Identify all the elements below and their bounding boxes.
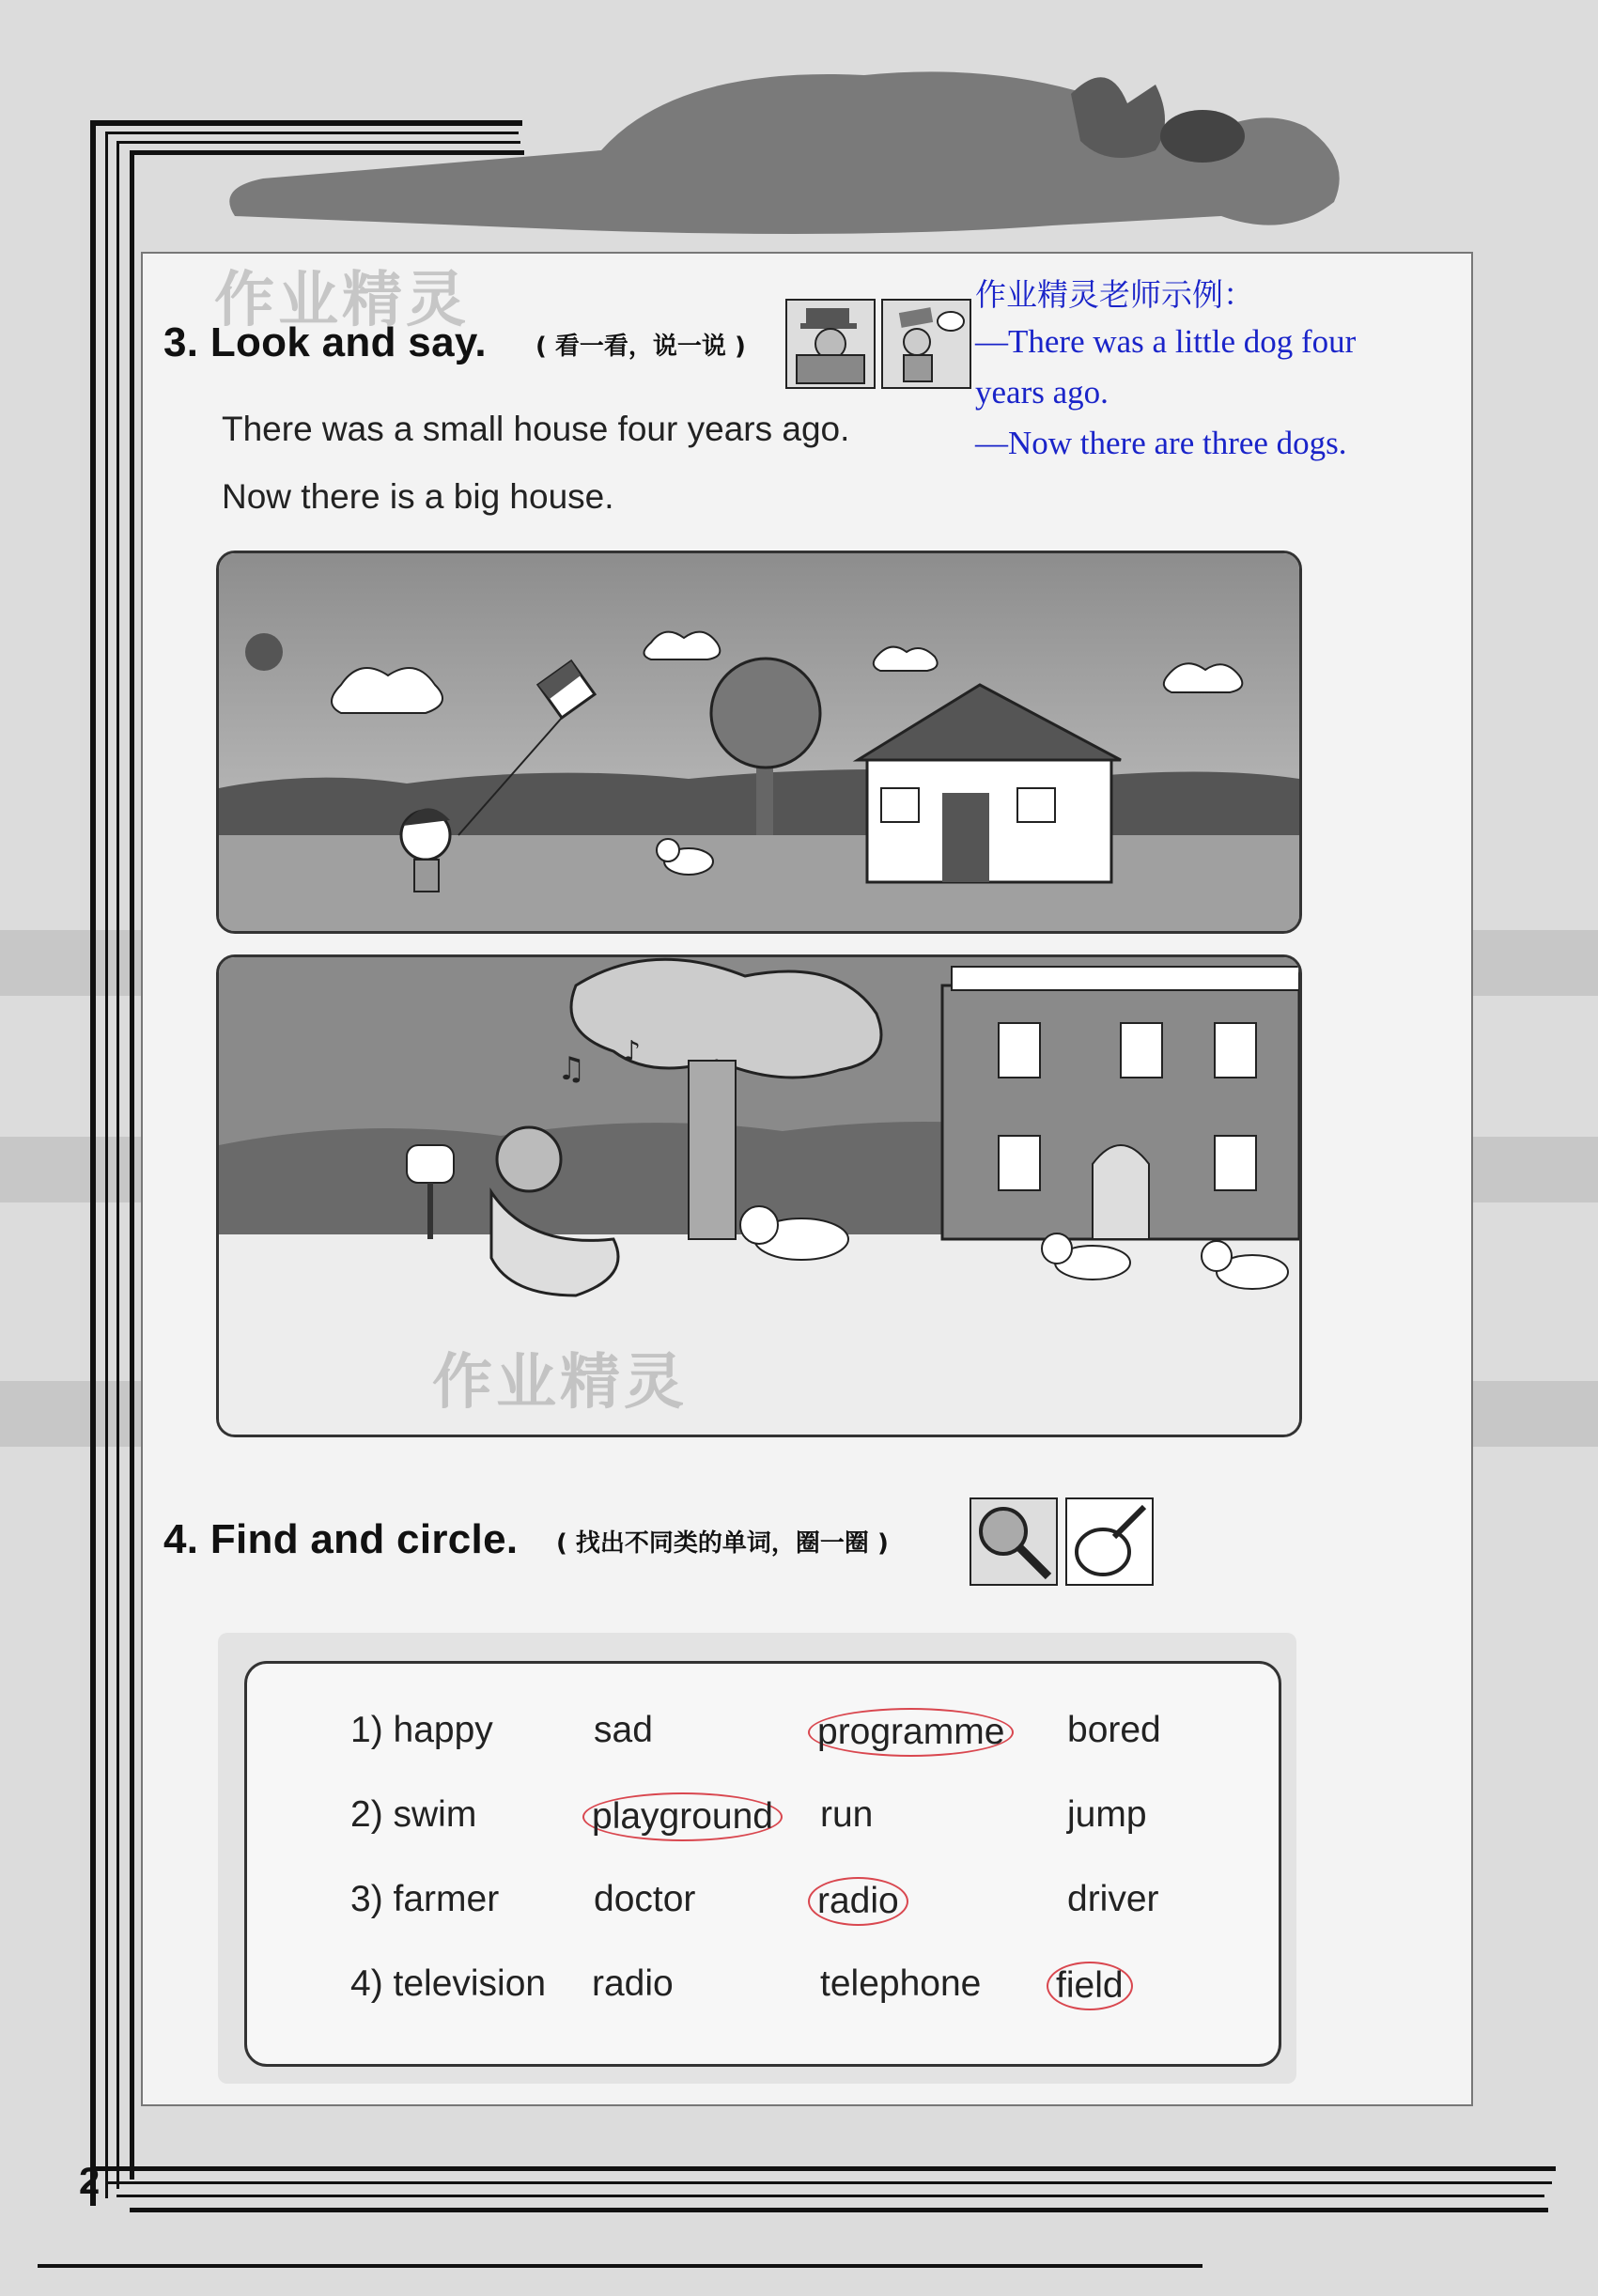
svg-text:♫: ♫ <box>557 1050 586 1088</box>
circled-word[interactable]: programme <box>808 1708 1014 1757</box>
word-cell: 2) swim <box>350 1794 477 1835</box>
say-icon <box>881 299 971 389</box>
frame-line <box>90 120 96 2206</box>
example-sentence: Now there is a big house. <box>222 477 614 516</box>
frame-line <box>116 141 520 144</box>
frame-line <box>105 132 519 134</box>
frame-line <box>130 150 524 155</box>
section3-subtitle: ( 看一看，说一说 ) <box>535 333 746 361</box>
example-sentence: There was a small house four years ago. <box>222 410 850 448</box>
circle-pen-icon <box>1065 1497 1154 1586</box>
word-cell: doctor <box>594 1879 696 1919</box>
circled-word[interactable]: radio <box>808 1877 908 1926</box>
word-cell: bored <box>1067 1710 1161 1750</box>
scene-now-illustration <box>219 957 1299 1435</box>
word-cell: telephone <box>820 1963 982 2004</box>
word-cell: sad <box>594 1710 653 1750</box>
word-cell: radio <box>592 1963 674 2004</box>
word-cell: run <box>820 1794 874 1835</box>
look-icon <box>785 299 876 389</box>
scene-now <box>216 954 1302 1437</box>
teacher-note-heading: 作业精灵老师示例： <box>975 276 1254 313</box>
frame-line <box>90 120 522 126</box>
watermark: 作业精灵 <box>214 266 470 335</box>
word-cell: jump <box>1067 1794 1147 1835</box>
teacher-note-line: years ago. <box>975 374 1109 411</box>
scene-past-illustration <box>219 553 1299 931</box>
section4-subtitle: ( 找出不同类的单词，圈一圈 ) <box>556 1529 889 1558</box>
circled-word[interactable]: playground <box>582 1792 783 1841</box>
section3-title: 3. Look and say. <box>163 319 487 365</box>
teacher-note-line: —Now there are three dogs. <box>975 425 1347 461</box>
frame-line <box>116 141 119 2189</box>
frame-line <box>90 2166 1556 2171</box>
word-cell: 3) farmer <box>350 1879 500 1919</box>
header-dog-illustration <box>207 38 1372 254</box>
teacher-note-line: —There was a little dog four <box>975 323 1357 360</box>
frame-line <box>130 2208 1548 2212</box>
frame-line <box>116 2195 1544 2197</box>
magnifier-icon <box>970 1497 1058 1586</box>
frame-line <box>38 2264 1202 2268</box>
word-cell: 1) happy <box>350 1710 493 1750</box>
word-cell: driver <box>1067 1879 1159 1919</box>
section4-title: 4. Find and circle. <box>163 1516 519 1562</box>
frame-line <box>105 2181 1552 2184</box>
frame-line <box>130 150 134 2180</box>
svg-text:♪: ♪ <box>623 1035 642 1068</box>
frame-line <box>105 132 108 2198</box>
word-cell: 4) television <box>350 1963 547 2004</box>
scene-past <box>216 551 1302 934</box>
watermark: 作业精灵 <box>432 1348 688 1418</box>
circled-word[interactable]: field <box>1047 1962 1133 2010</box>
page-number: 2 <box>79 2161 101 2202</box>
